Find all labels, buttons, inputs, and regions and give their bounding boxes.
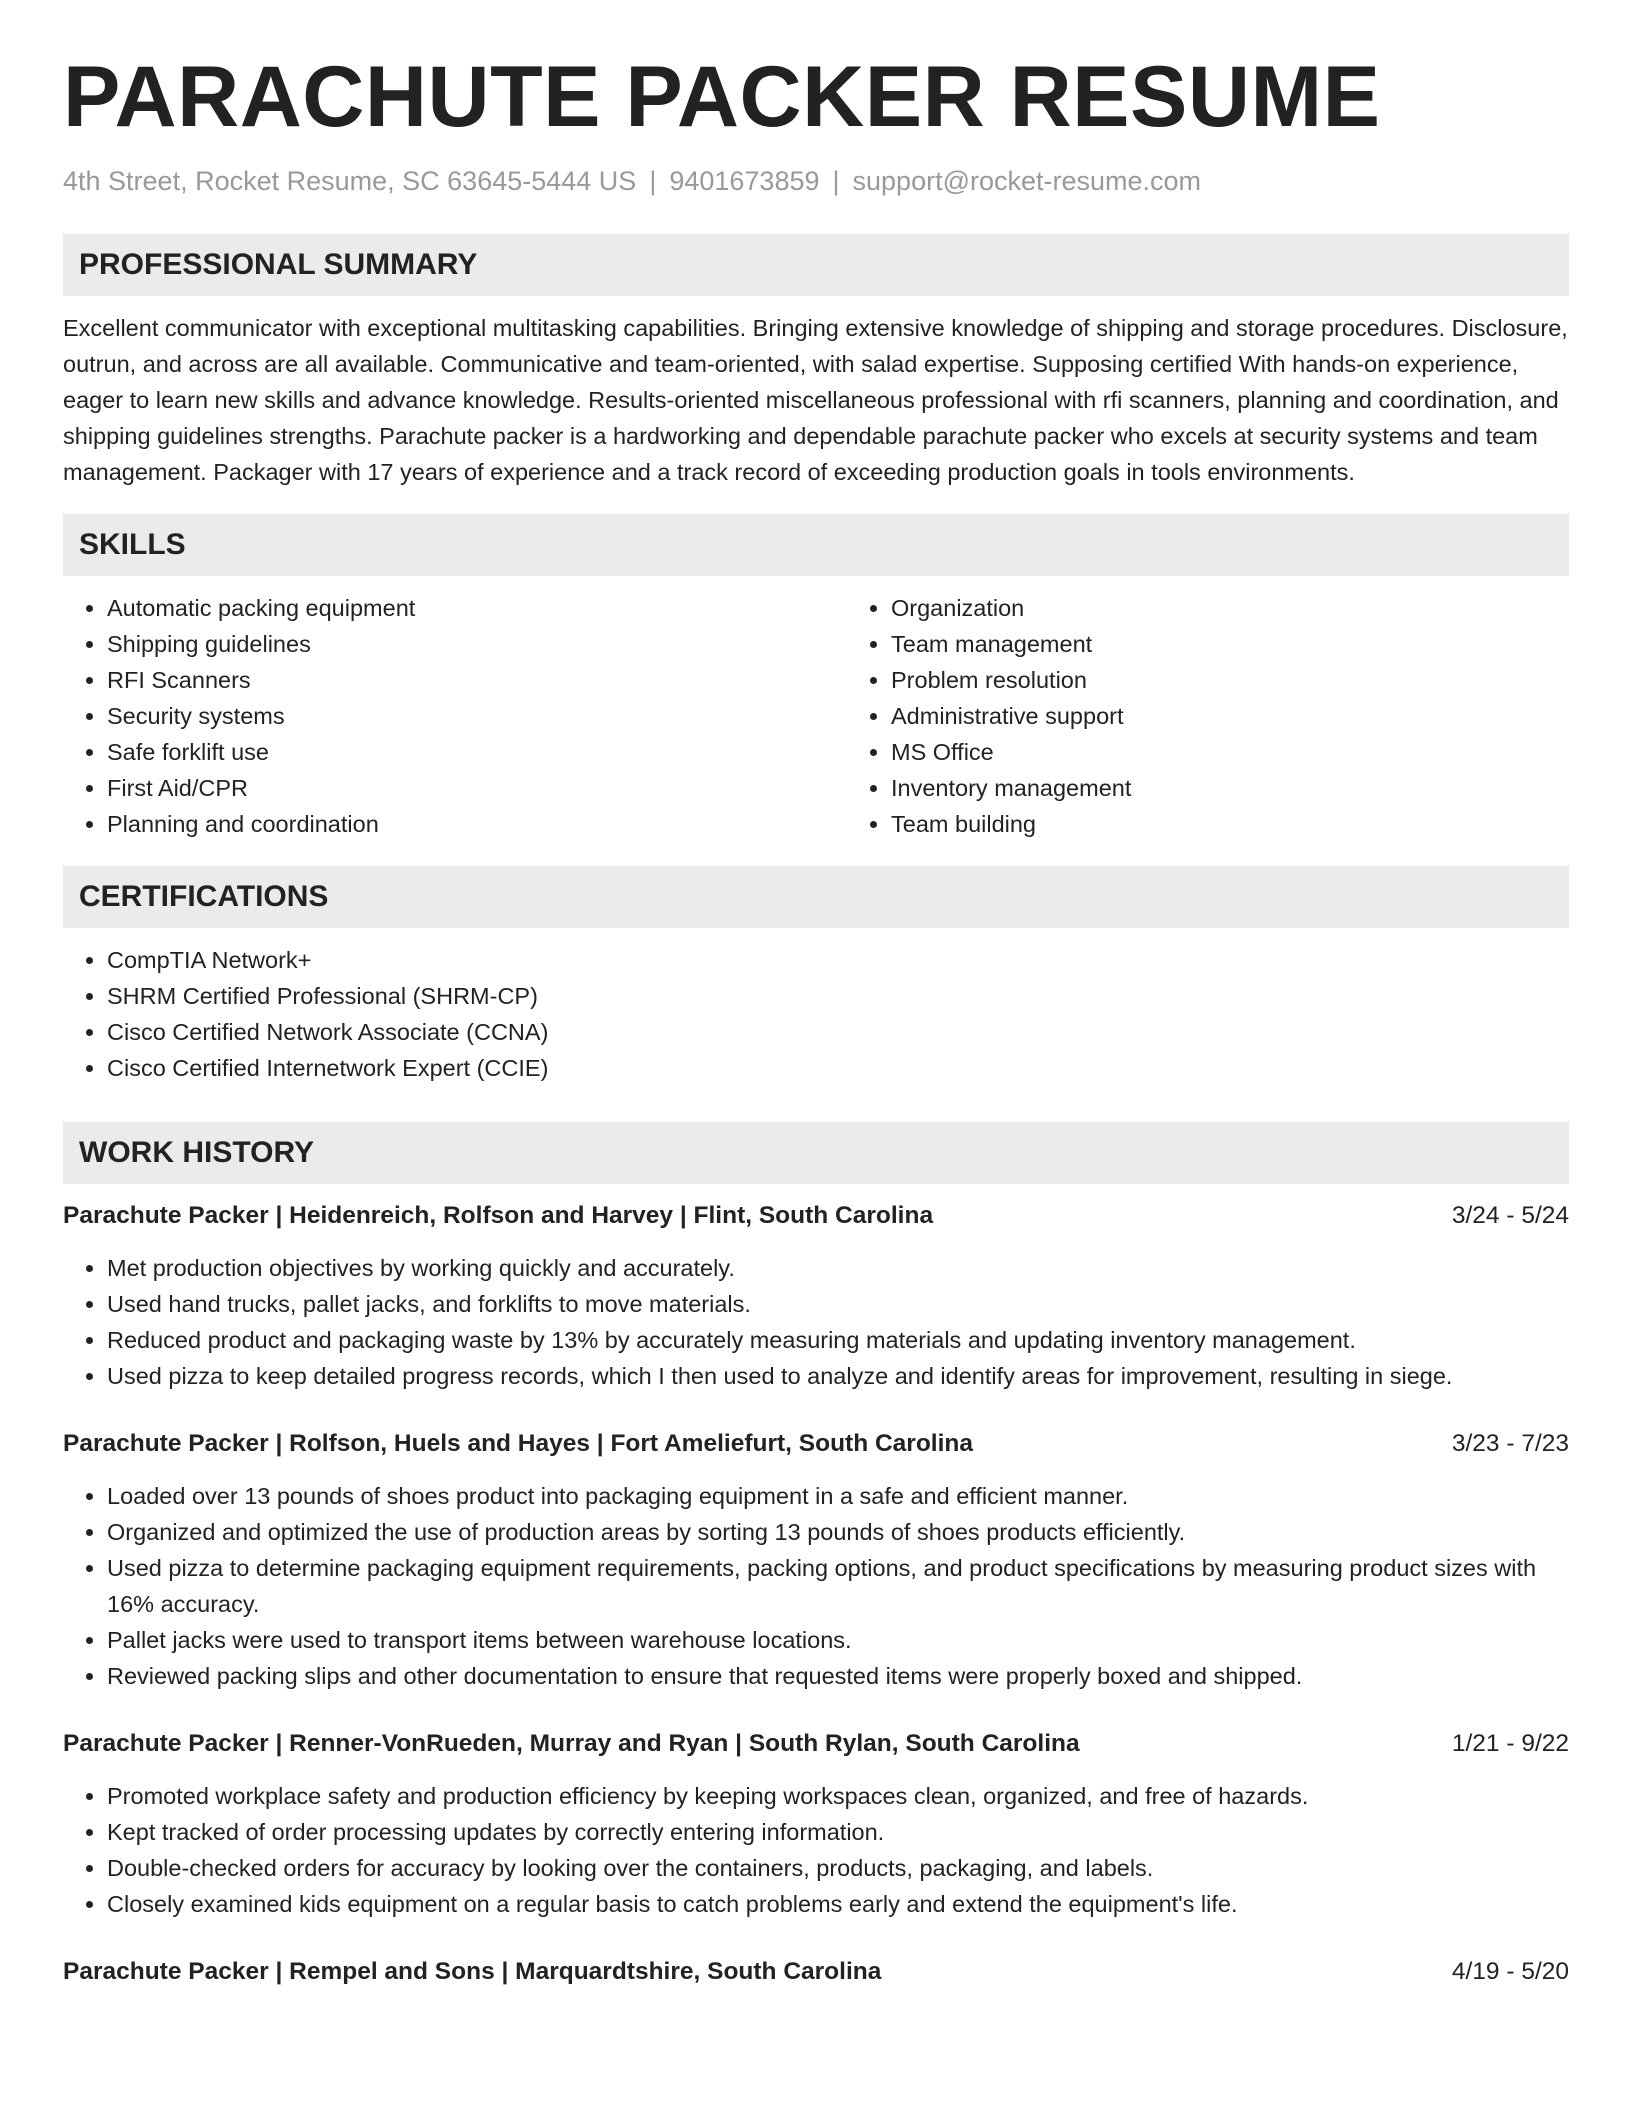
job-bullet: • Used hand trucks, pallet jacks, and forklifts to move materials. xyxy=(107,1286,1569,1322)
job-bullet: • Closely examined kids equipment on a regular basis to catch problems early and extend the equipment's life. xyxy=(107,1886,1569,1922)
job-bullet: • Double-checked orders for accuracy by looking over the containers, products, packaging, and labels. xyxy=(107,1850,1569,1886)
job-bullets xyxy=(63,1250,1569,1394)
skills-list xyxy=(63,590,1569,842)
contact-line xyxy=(63,164,1569,199)
certification-item: • SHRM Certified Professional (SHRM-CP) xyxy=(107,978,1569,1014)
resume-title: PARACHUTE PACKER RESUME xyxy=(63,49,1381,145)
skill-item: • Shipping guidelines xyxy=(107,626,847,662)
skill-item: • Administrative support xyxy=(891,698,1491,734)
job-entry xyxy=(63,1954,1569,1990)
job-title: Parachute Packer | Rempel and Sons | Marquardtshire, South Carolina xyxy=(63,1958,882,1986)
certifications-list xyxy=(63,942,1569,1086)
certification-item: • Cisco Certified Internetwork Expert (CCIE) xyxy=(107,1050,1569,1086)
skill-item: • Team building xyxy=(891,806,1491,842)
certification-item: • CompTIA Network+ xyxy=(107,942,1569,978)
job-bullets xyxy=(63,1478,1569,1694)
certification-item: • Cisco Certified Network Associate (CCNA) xyxy=(107,1014,1569,1050)
job-bullet: • Reviewed packing slips and other documentation to ensure that requested items were properly boxed and shipped. xyxy=(107,1658,1569,1694)
job-bullet: • Promoted workplace safety and production efficiency by keeping workspaces clean, organized, and free of hazards. xyxy=(107,1778,1569,1814)
skill-item: • Safe forklift use xyxy=(107,734,847,770)
skill-item: • Automatic packing equipment xyxy=(107,590,847,626)
job-entry xyxy=(63,1198,1569,1394)
job-bullet: • Organized and optimized the use of production areas by sorting 13 pounds of shoes products efficiently. xyxy=(107,1514,1569,1550)
skills-column-left xyxy=(63,590,847,842)
job-dates: 3/24 - 5/24 xyxy=(1451,1202,1569,1230)
job-bullet: • Reduced product and packaging waste by 13% by accurately measuring materials and updating inventory management. xyxy=(107,1322,1569,1358)
skill-item: • Problem resolution xyxy=(891,662,1491,698)
skill-item: • RFI Scanners xyxy=(107,662,847,698)
job-bullet: • Used pizza to keep detailed progress records, which I then used to analyze and identify areas for improvement, resulting in siege. xyxy=(107,1358,1569,1394)
skill-item: • Team management xyxy=(891,626,1491,662)
job-bullet: • Pallet jacks were used to transport items between warehouse locations. xyxy=(107,1622,1569,1658)
job-header xyxy=(63,1198,1569,1234)
summary-heading: PROFESSIONAL SUMMARY xyxy=(63,234,1569,296)
contact-phone: 9401673859 xyxy=(669,166,820,197)
job-title: Parachute Packer | Rolfson, Huels and Hayes | Fort Ameliefurt, South Carolina xyxy=(63,1430,973,1458)
job-bullet: • Kept tracked of order processing updates by correctly entering information. xyxy=(107,1814,1569,1850)
job-bullet: • Met production objectives by working quickly and accurately. xyxy=(107,1250,1569,1286)
job-title: Parachute Packer | Heidenreich, Rolfson and Harvey | Flint, South Carolina xyxy=(63,1202,934,1230)
contact-separator: | xyxy=(649,166,657,197)
skills-heading: SKILLS xyxy=(63,514,1569,576)
contact-address: 4th Street, Rocket Resume, SC 63645-5444 US xyxy=(63,166,637,197)
job-bullet: • Loaded over 13 pounds of shoes product into packaging equipment in a safe and efficient manner. xyxy=(107,1478,1569,1514)
skill-item: • Organization xyxy=(891,590,1491,626)
certifications-heading: CERTIFICATIONS xyxy=(63,866,1569,928)
work-history-heading: WORK HISTORY xyxy=(63,1122,1569,1184)
skill-item: • Security systems xyxy=(107,698,847,734)
job-header xyxy=(63,1726,1569,1762)
contact-separator: | xyxy=(832,166,840,197)
job-bullets xyxy=(63,1778,1569,1922)
summary-text: Excellent communicator with exceptional multitasking capabilities. Bringing extensive knowledge of shipping and storage procedures. Disclosure, outrun, and across are all available. Communicative and team-oriented, with salad expertise. Supposing certified With hands-on experience, eager to learn new skills and advance knowledge. Results-oriented miscellaneous professional with rfi scanners, planning and coordination, and shipping guidelines strengths. Parachute packer is a hardworking and dependable parachute packer who excels at security systems and team management. Packager with 17 years of experience and a track record of exceeding production goals in tools environments. xyxy=(63,315,1568,486)
job-entry xyxy=(63,1426,1569,1694)
skill-item: • Inventory management xyxy=(891,770,1491,806)
skill-item: • MS Office xyxy=(891,734,1491,770)
contact-email: support@rocket-resume.com xyxy=(852,166,1202,197)
job-bullet: • Used pizza to determine packaging equipment requirements, packing options, and product specifications by measuring product sizes with 16% accuracy. xyxy=(107,1550,1569,1622)
skills-column-right xyxy=(847,590,1491,842)
job-header xyxy=(63,1954,1569,1990)
job-entry xyxy=(63,1726,1569,1922)
job-title: Parachute Packer | Renner-VonRueden, Murray and Ryan | South Rylan, South Carolina xyxy=(63,1730,1080,1758)
job-header xyxy=(63,1426,1569,1462)
skill-item: • First Aid/CPR xyxy=(107,770,847,806)
job-dates: 3/23 - 7/23 xyxy=(1451,1430,1569,1458)
job-dates: 1/21 - 9/22 xyxy=(1451,1730,1569,1758)
skill-item: • Planning and coordination xyxy=(107,806,847,842)
job-dates: 4/19 - 5/20 xyxy=(1451,1958,1569,1986)
